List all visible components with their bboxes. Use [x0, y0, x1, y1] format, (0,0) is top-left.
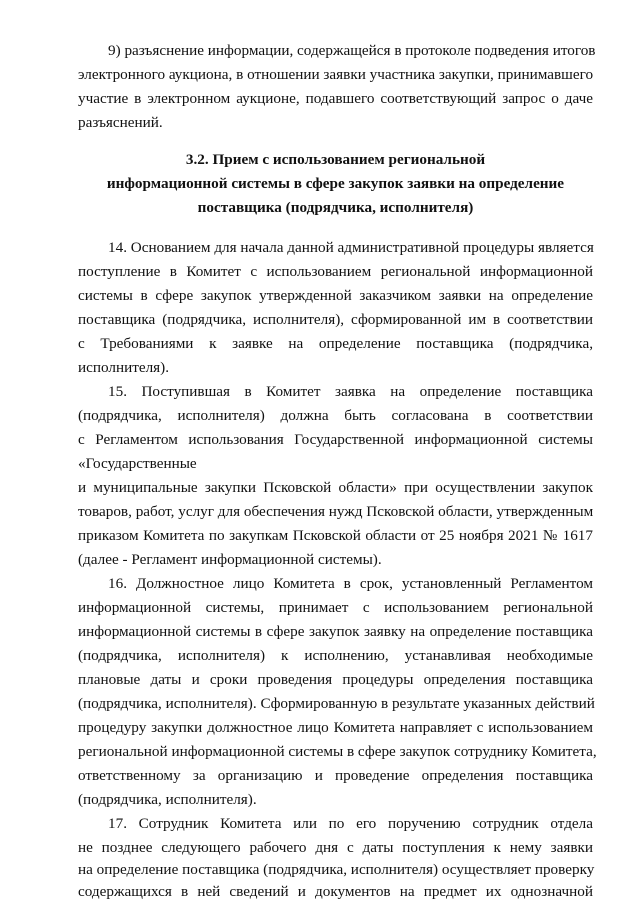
paragraph-17-line: содержащихся в ней сведений и документов на предмет их однозначной: [78, 883, 593, 900]
paragraph-14-line: поступление в Комитет с использованием региональной информационной: [78, 263, 593, 280]
paragraph-9-line: участие в электронном аукционе, подавшего соответствующий запрос о даче: [78, 90, 593, 107]
paragraph-9-line: 9) разъяснение информации, содержащейся в протоколе подведения итогов: [108, 42, 596, 59]
paragraph-14-line: системы в сфере закупок утвержденной заказчиком заявки на определение: [78, 287, 593, 304]
section-heading-line: 3.2. Прием с использованием региональной: [185, 151, 486, 168]
paragraph-15-line: 15. Поступившая в Комитет заявка на определение поставщика: [108, 383, 593, 400]
section-heading-line: информационной системы в сфере закупок заявки на определение: [106, 175, 565, 192]
paragraph-16-line: региональной информационной системы в сфере закупок сотруднику Комитета,: [78, 743, 597, 760]
paragraph-15-line: «Государственные: [78, 455, 197, 472]
paragraph-16-line: плановые даты и сроки проведения процедуры определения поставщика: [78, 671, 593, 688]
paragraph-14-line: поставщика (подрядчика, исполнителя), сформированной им в соответствии: [78, 311, 593, 328]
paragraph-15-line: (далее - Регламент информационной системы).: [78, 551, 382, 568]
paragraph-16-line: (подрядчика, исполнителя).: [78, 791, 257, 808]
paragraph-17-line: на определение поставщика (подрядчика, исполнителя) осуществляет проверку: [78, 861, 595, 878]
paragraph-16-line: 16. Должностное лицо Комитета в срок, установленный Регламентом: [108, 575, 593, 592]
paragraph-15-line: товаров, работ, услуг для обеспечения нужд Псковской области, утвержденным: [78, 503, 594, 520]
paragraph-17-line: 17. Сотрудник Комитета или по его поручению сотрудник отдела: [108, 815, 593, 832]
paragraph-9-line: разъяснений.: [78, 114, 163, 131]
paragraph-14-line: исполнителя).: [78, 359, 170, 376]
paragraph-15-line: приказом Комитета по закупкам Псковской области от 25 ноября 2021 № 1617: [78, 527, 593, 544]
paragraph-16-line: ответственному за организацию и проведение определения поставщика: [78, 767, 593, 784]
paragraph-14-line: 14. Основанием для начала данной административной процедуры является: [108, 239, 594, 256]
paragraph-16-line: процедуру закупки должностное лицо Комитета направляет с использованием: [78, 719, 593, 736]
paragraph-15-line: и муниципальные закупки Псковской области» при осуществлении закупок: [78, 479, 593, 496]
paragraph-16-line: (подрядчика, исполнителя). Сформированную в результате указанных действий: [78, 695, 595, 712]
paragraph-15-line: (подрядчика, исполнителя) должна быть согласована в соответствии: [78, 407, 593, 424]
paragraph-9-line: электронного аукциона, в отношении заявки участника закупки, принимавшего: [78, 66, 594, 83]
paragraph-17-line: не позднее следующего рабочего дня с даты поступления к нему заявки: [78, 839, 593, 856]
paragraph-15-line: с Регламентом использования Государственной информационной системы: [78, 431, 593, 448]
paragraph-14-line: с Требованиями к заявке на определение поставщика (подрядчика,: [78, 335, 593, 352]
section-heading-line: поставщика (подрядчика, исполнителя): [197, 199, 474, 216]
paragraph-16-line: (подрядчика, исполнителя) к исполнению, устанавливая необходимые: [78, 647, 593, 664]
paragraph-16-line: информационной системы в сфере закупок заявку на определение поставщика: [78, 623, 593, 640]
paragraph-16-line: информационной системы, принимает с использованием региональной: [78, 599, 593, 616]
